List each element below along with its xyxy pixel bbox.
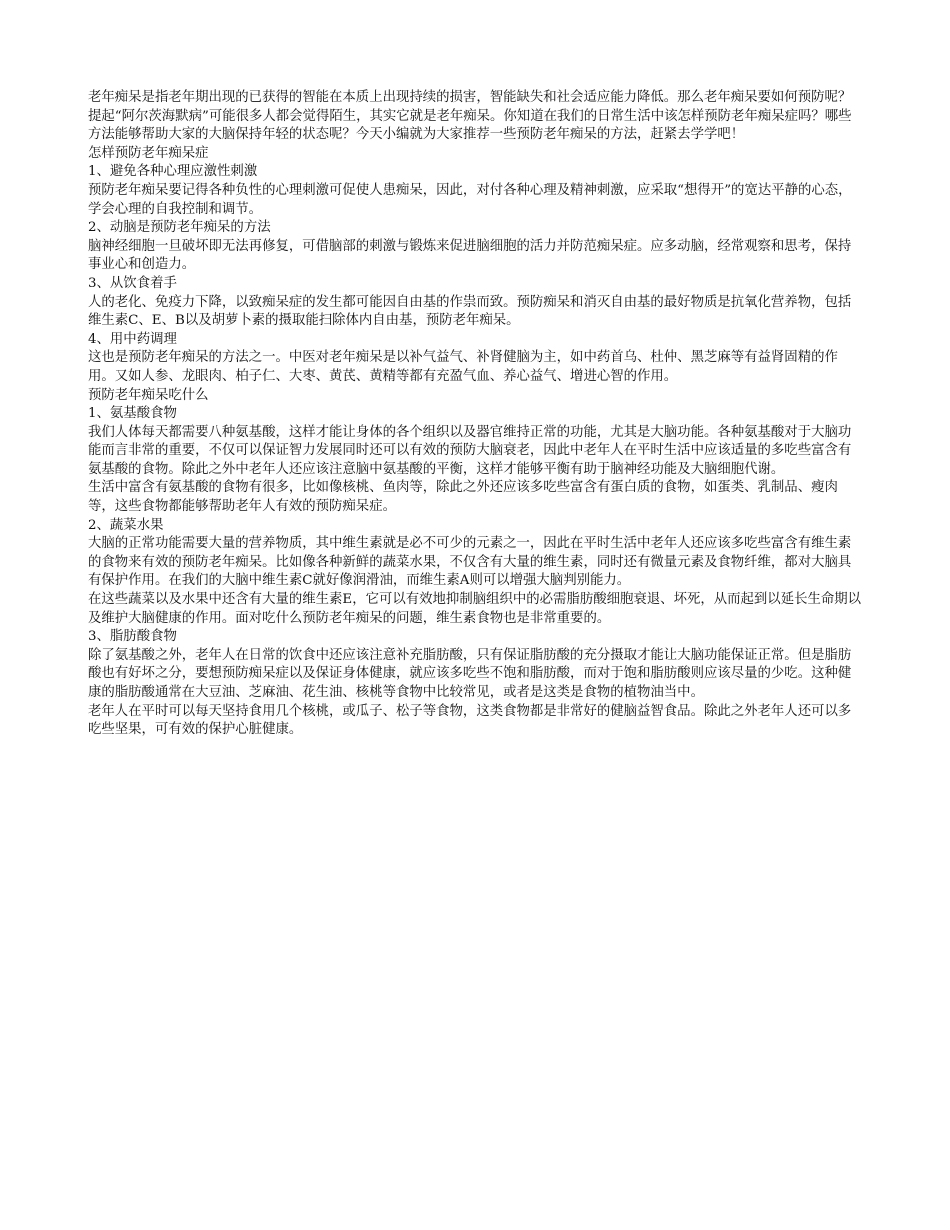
subsection-heading: 2、蔬菜水果 [88, 517, 164, 533]
section-heading: 怎样预防老年痴呆症 [88, 145, 209, 161]
subsection-heading: 4、用中药调理 [88, 331, 177, 347]
subsection-heading: 1、避免各种心理应激性刺激 [88, 164, 258, 180]
body-paragraph: 大脑的正常功能需要大量的营养物质，其中维生素就是必不可少的元素之一，因此在平时生活中老年人还应该多吃些富含有维生素的食物来有效的预防老年痴呆。比如像各种新鲜的蔬菜水果，不仅含有大量的维生素，同时还有微量元素及食物纤维，都对大脑具有保护作用。在我们的大脑中维生素C就好像润滑油，而维生素A则可以增强大脑判别能力。 [88, 536, 852, 589]
body-paragraph: 脑神经细胞一旦破坏即无法再修复，可借脑部的刺激与锻炼来促进脑细胞的活力并防范痴呆症。应多动脑，经常观察和思考，保持事业心和创造力。 [88, 238, 852, 273]
body-paragraph: 这也是预防老年痴呆的方法之一。中医对老年痴呆是以补气益气、补肾健脑为主，如中药首乌、杜仲、黑芝麻等有益肾固精的作用。又如人参、龙眼肉、柏子仁、大枣、黄芪、黄精等都有充盈气血、养心益气、增进心智的作用。 [88, 350, 838, 384]
document-body [88, 89, 863, 740]
body-paragraph: 我们人体每天都需要八种氨基酸，这样才能让身体的各个组织以及器官维持正常的功能，尤其是大脑功能。各种氨基酸对于大脑功能而言非常的重要，不仅可以保证智力发展同时还可以有效的预防大脑衰老，因此中老年人在平时生活中应该适量的多吃些富含有氨基酸的食物。除此之外中老年人还应该注意脑中氨基酸的平衡，这样才能够平衡有助于脑神经功能及大脑细胞代谢。 [88, 424, 852, 477]
body-paragraph: 预防老年痴呆要记得各种负性的心理刺激可促使人患痴呆，因此，对付各种心理及精神刺激，应采取“想得开”的宽达平静的心态，学会心理的自我控制和调节。 [88, 182, 852, 217]
body-paragraph: 老年人在平时可以每天坚持食用几个核桃，或瓜子、松子等食物，这类食物都是非常好的健脑益智食品。除此之外老年人还可以多吃些坚果，可有效的保护心脏健康。 [88, 703, 852, 738]
body-paragraph: 在这些蔬菜以及水果中还含有大量的维生素E，它可以有效地抑制脑组织中的必需脂肪酸细胞衰退、坏死，从而起到以延长生命期以及维护大脑健康的作用。面对吃什么预防老年痴呆的问题，维生素食物也是非常重要的。 [88, 592, 862, 626]
subsection-heading: 3、从饮食着手 [88, 275, 177, 291]
body-paragraph: 人的老化、免疫力下降，以致痴呆症的发生都可能因自由基的作祟而致。预防痴呆和消灭自由基的最好物质是抗氧化营养物，包括维生素C、E、B以及胡萝卜素的摄取能扫除体内自由基，预防老年痴呆。 [88, 294, 852, 329]
body-paragraph: 生活中富含有氨基酸的食物有很多，比如像核桃、鱼肉等，除此之外还应该多吃些富含有蛋白质的食物，如蛋类、乳制品、瘦肉等，这些食物都能够帮助老年人有效的预防痴呆症。 [88, 480, 838, 515]
subsection-heading: 2、动脑是预防老年痴呆的方法 [88, 220, 271, 236]
subsection-heading: 3、脂肪酸食物 [88, 629, 177, 645]
section-heading: 预防老年痴呆吃什么 [88, 387, 209, 403]
intro-paragraph: 提起“阿尔茨海默病”可能很多人都会觉得陌生，其实它就是老年痴呆。你知道在我们的日常生活中该怎样预防老年痴呆症吗？哪些方法能够帮助大家的大脑保持年轻的状态呢？今天小编就为大家推荐一些预防老年痴呆的方法，赶紧去学学吧！ [88, 108, 852, 143]
intro-paragraph: 老年痴呆是指老年期出现的已获得的智能在本质上出现持续的损害，智能缺失和社会适应能力降低。那么老年痴呆要如何预防呢？ [88, 90, 852, 105]
body-paragraph: 除了氨基酸之外，老年人在日常的饮食中还应该注意补充脂肪酸，只有保证脂肪酸的充分摄取才能让大脑功能保证正常。但是脂肪酸也有好坏之分，要想预防痴呆症以及保证身体健康，就应该多吃些不饱和脂肪酸，而对于饱和脂肪酸则应该尽量的少吃。这种健康的脂肪酸通常在大豆油、芝麻油、花生油、核桃等食物中比较常见，或者是这类是食物的植物油当中。 [88, 647, 852, 700]
subsection-heading: 1、氨基酸食物 [88, 406, 177, 422]
